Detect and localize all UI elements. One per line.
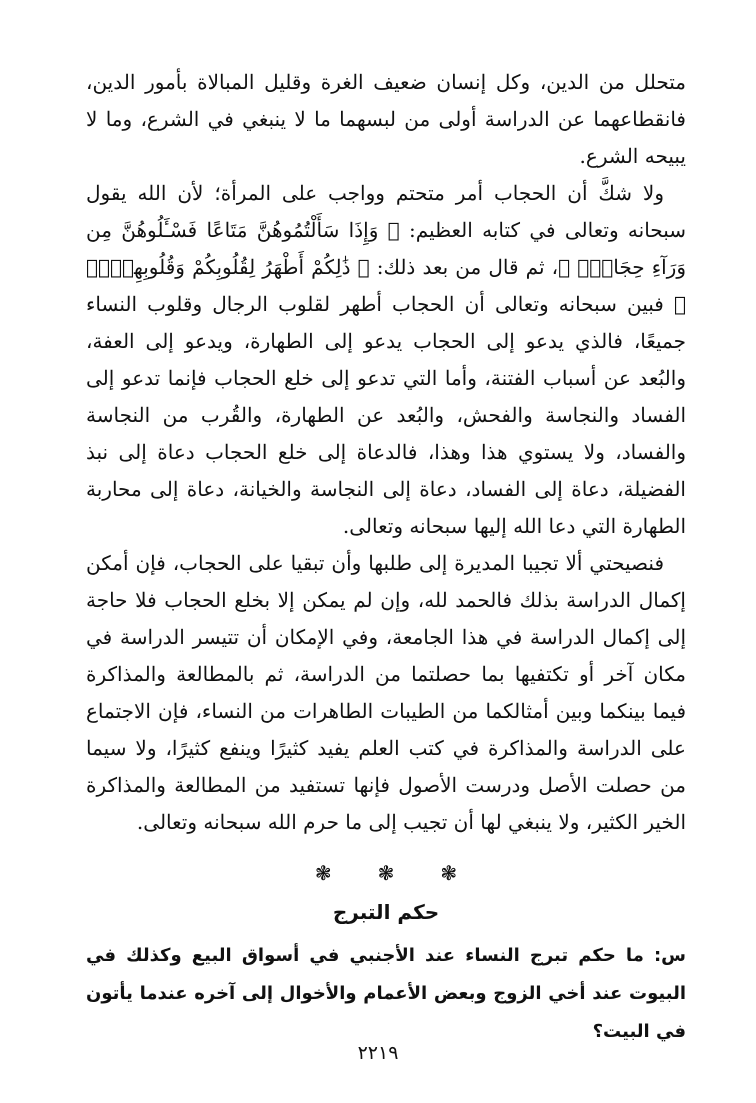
paragraph-advice: فنصيحتي ألا تجيبا المديرة إلى طلبها وأن تبقيا على الحجاب، فإن أمكن إكمال الدراسة بذلك فالحمد لله، وإن لم يمكن إلا بخلع الحجاب فلا حاجة إلى إكمال الدراسة في هذا الجامعة، وفي الإمكان أن تتيسر الدراسة في مكان آخر أو تكتفيها بما حصلتما من الدراسة، ثم بالمطالعة والمذاكرة فيما بينكما وبين أمثالكما من الطيبات الطاهرات من النساء، فإن الاجتماع على الدراسة والمذاكرة في كتب العلم يفيد كثيرًا وينفع كثيرًا، ولا سيما من حصلت الأصل ودرست الأصول فإنها تستفيد من المطالعة والمذاكرة الخير الكثير، ولا ينبغي لها أن تجيب إلى ما حرم الله سبحانه وتعالى. (86, 551, 686, 834)
question-text: س: ما حكم تبرج النساء عند الأجنبي في أسواق البيع وكذلك في البيوت عند أخي الزوج وبعض الأعمام والأخوال إلى آخره عندما يأتون في البيت؟ (86, 945, 686, 1042)
star-ornament-icon: ❃ (440, 861, 458, 885)
page-number: ٢٢١٩ (357, 1042, 399, 1064)
star-ornament-icon: ❃ (314, 861, 332, 885)
paragraph-continuation: متحلل من الدين، وكل إنسان ضعيف الغرة وقليل المبالاة بأمور الدين، فانقطاعهما عن الدراسة أولى من لبسهما ما لا ينبغي في الشرع، وما لا يبيحه الشرع. (86, 70, 686, 168)
page-body (86, 64, 686, 1051)
separator-stars (86, 855, 686, 891)
star-ornament-icon: ❃ (377, 861, 395, 885)
paragraph-hijab-obligation: ولا شكَّ أن الحجاب أمر متحتم وواجب على المرأة؛ لأن الله يقول سبحانه وتعالى في كتابه العظيم: ﴿ وَإِذَا سَأَلْتُمُوهُنَّ مَتَاعًا فَسْـَٔلُوهُنَّ مِن وَرَآءِ حِجَابٍۚ ﴾، ثم قال من بعد ذلك: ﴿ ذَٰلِكُمْ أَطْهَرُ لِقُلُوبِكُمْ وَقُلُوبِهِنَّۚ ﴾ فبين سبحانه وتعالى أن الحجاب أطهر لقلوب الرجال وقلوب النساء جميعًا، فالذي يدعو إلى الحجاب يدعو إلى الطهارة، ويدعو إلى العفة، والبُعد عن أسباب الفتنة، وأما التي تدعو إلى خلع الحجاب فإنما تدعو إلى الفساد والنجاسة والفحش، والبُعد عن الطهارة، والقُرب من النجاسة والفساد، ولا يستوي هذا وهذا، فالدعاة إلى خلع الحجاب دعاة إلى نبذ الفضيلة، دعاة إلى الفساد، دعاة إلى النجاسة والخيانة، دعاة إلى محاربة الطهارة التي دعا الله إليها سبحانه وتعالى. (86, 181, 686, 538)
section-title: حكم التبرج (332, 900, 440, 924)
